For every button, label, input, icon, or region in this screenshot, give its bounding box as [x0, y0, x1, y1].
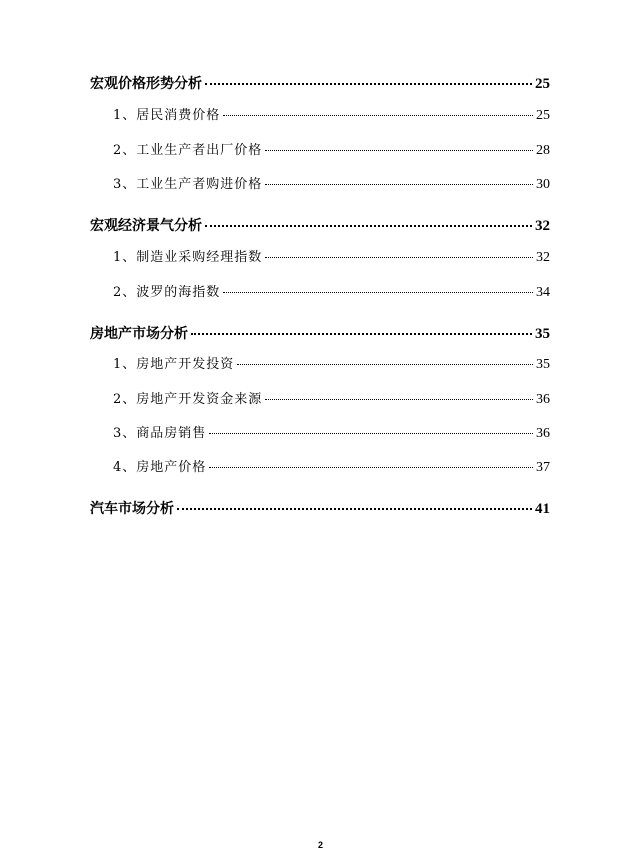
toc-page-number: 34: [536, 285, 550, 300]
toc-item-cpi[interactable]: [90, 106, 550, 126]
toc-entry-label: 1、制造业采购经理指数: [113, 250, 263, 265]
dot-leader: [265, 257, 533, 258]
toc-entry-label: 2、工业生产者出厂价格: [113, 143, 263, 158]
toc-section-macro-prosperity[interactable]: [90, 216, 550, 236]
toc-page-number: 35: [536, 357, 550, 372]
toc-entry-label: 宏观经济景气分析: [90, 218, 202, 234]
toc-entry-label: 3、商品房销售: [113, 426, 207, 441]
toc-section-real-estate[interactable]: [90, 324, 550, 344]
toc-entry-label: 4、房地产价格: [113, 460, 207, 475]
toc-entry-label: 汽车市场分析: [90, 501, 174, 517]
dot-leader: [265, 150, 533, 151]
dot-leader: [177, 508, 532, 510]
toc-item-baltic-index[interactable]: [90, 283, 550, 303]
dot-leader: [265, 184, 533, 185]
toc-entry-label: 3、工业生产者购进价格: [113, 177, 263, 192]
dot-leader: [191, 333, 532, 335]
toc-entry-label: 宏观价格形势分析: [90, 76, 202, 92]
toc-entry-label: 2、波罗的海指数: [113, 285, 221, 300]
toc-page-number: 36: [536, 426, 550, 441]
toc-page-number: 41: [535, 501, 550, 517]
toc-entry-label: 1、居民消费价格: [113, 108, 221, 123]
dot-leader: [265, 399, 533, 400]
toc-item-re-investment[interactable]: [90, 355, 550, 375]
toc-page-number: 30: [536, 177, 550, 192]
toc-entry-label: 2、房地产开发资金来源: [113, 392, 263, 407]
toc-item-ppi-ex-factory[interactable]: [90, 141, 550, 161]
toc-section-macro-price[interactable]: [90, 74, 550, 94]
toc-entry-label: 房地产市场分析: [90, 326, 188, 342]
toc-page-number: 35: [535, 326, 550, 342]
toc-item-re-prices[interactable]: [90, 458, 550, 478]
toc-page-number: 25: [536, 108, 550, 123]
toc-entry-label: 1、房地产开发投资: [113, 357, 235, 372]
toc-page-number: 25: [535, 76, 550, 92]
dot-leader: [209, 433, 533, 434]
dot-leader: [209, 467, 533, 468]
toc-item-re-funding-sources[interactable]: [90, 390, 550, 410]
dot-leader: [223, 115, 533, 116]
toc-page-number: 32: [536, 250, 550, 265]
toc-item-ppi-purchase[interactable]: [90, 175, 550, 195]
dot-leader: [223, 292, 533, 293]
toc-page-number: 28: [536, 143, 550, 158]
toc-page-number: 37: [536, 460, 550, 475]
toc-page-number: 36: [536, 392, 550, 407]
dot-leader: [205, 83, 532, 85]
page-number: 2: [317, 840, 323, 850]
toc-item-pmi[interactable]: [90, 248, 550, 268]
dot-leader: [205, 225, 532, 227]
toc-page-number: 32: [535, 218, 550, 234]
toc-section-auto-market[interactable]: [90, 499, 550, 519]
toc-item-housing-sales[interactable]: [90, 424, 550, 444]
dot-leader: [237, 364, 533, 365]
